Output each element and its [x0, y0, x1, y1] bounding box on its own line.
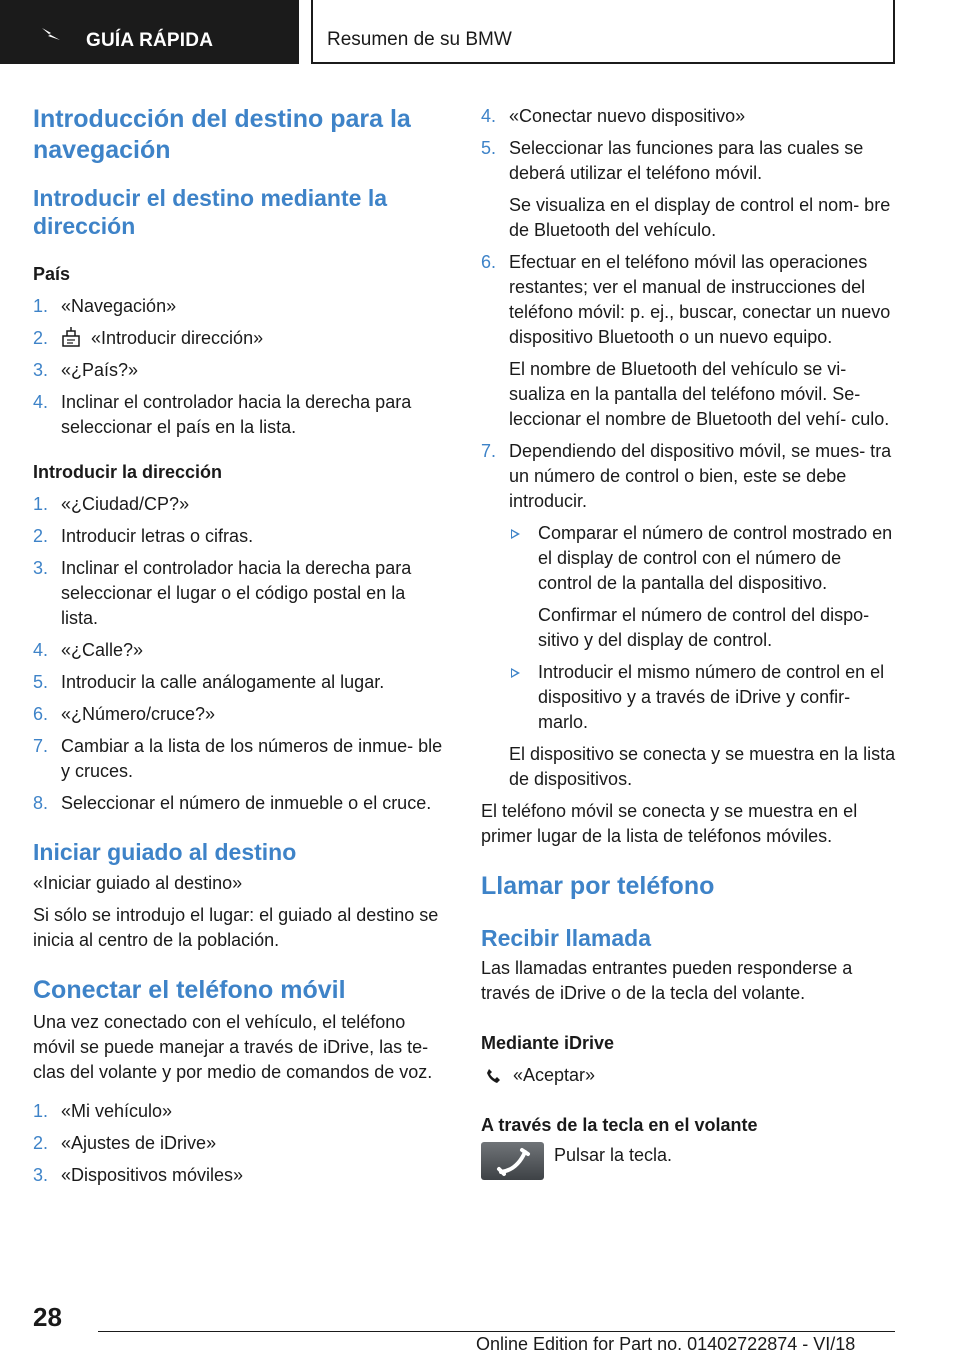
- list-item: 6. «¿Número/cruce?»: [33, 704, 216, 724]
- receive-call-text: Las llamadas entrantes pueden responderse a través de iDrive o de la tecla del volante.: [481, 958, 853, 1003]
- header-chapter-box: [311, 0, 895, 64]
- address-label: Introducir la dirección: [33, 462, 223, 482]
- accept-row: «Aceptar»: [481, 1063, 899, 1088]
- address-input-icon: [61, 327, 81, 347]
- country-label: País: [33, 264, 71, 284]
- step-note: Se visualiza en el display de control el nom‐ bre de Bluetooth del vehículo.: [509, 195, 891, 240]
- list-item: 3. «¿País?»: [33, 360, 139, 380]
- list-item: 3. Inclinar el controlador hacia la derecha para seleccionar el lugar o el código postal en la lista.: [33, 558, 412, 628]
- list-item: 3. «Dispositivos móviles»: [33, 1165, 244, 1185]
- list-item: 2. Introducir letras o cifras.: [33, 526, 254, 546]
- bullet-item: Introducir el mismo número de control en el dispositivo y a través de iDrive y confir‐ marlo.: [509, 660, 899, 735]
- list-item: 4. «¿Calle?»: [33, 640, 144, 660]
- heading-address-destination: Introducir el destino mediante la dirección: [33, 185, 388, 239]
- phone-steps-continued: [481, 104, 899, 792]
- list-item: 4. «Conectar nuevo dispositivo»: [481, 106, 746, 126]
- list-item: 7. Dependiendo del dispositivo móvil, se mues‐ tra un número de control o bien, este se debe introducir. Comparar el número de control mostrado en el display de control con el número de control de la pantalla del dispositivo. Confirmar el número de control del dispo‐ sitivo y del display de control. Introducir el mismo número de control en el dispositivo y a través de iDrive y confir‐ marlo. El dispositivo se conecta y se muestra en la lista de dispositivos.: [481, 439, 899, 792]
- page-number: 28: [33, 1302, 62, 1332]
- list-item: 7. Cambiar a la lista de los números de inmue‐ ble y cruces.: [33, 736, 443, 781]
- idrive-label: Mediante iDrive: [481, 1033, 615, 1053]
- list-item: 4. Inclinar el controlador hacia la derecha para seleccionar el país en la lista.: [33, 392, 412, 437]
- bullet-triangle-icon: [511, 529, 520, 539]
- header-section-title: GUÍA RÁPIDA: [86, 30, 214, 51]
- list-item: 1. «Mi vehículo»: [33, 1101, 173, 1121]
- heading-start-guidance: Iniciar guiado al destino: [33, 839, 297, 865]
- guidance-command: «Iniciar guiado al destino»: [33, 873, 243, 893]
- list-item: 6. Efectuar en el teléfono móvil las operaciones restantes; ver el manual de instrucciones del teléfono móvil: p. ej., buscar, conectar un nuevo dispositivo Bluetooth o un nuevo equipo. El nombre de Bluetooth del vehículo se vi‐ sualiza en la pantalla del teléfono móvil. Se‐ leccionar el nombre de Bluetooth del vehí‐ culo.: [481, 250, 899, 432]
- country-steps: [33, 294, 445, 440]
- phone-intro-text: Una vez conectado con el vehículo, el teléfono móvil se puede manejar a través de iDrive, las te‐ clas del volante y por medio de comandos de voz.: [33, 1012, 433, 1082]
- header-chapter-title: Resumen de su BMW: [327, 29, 512, 50]
- list-item: 2. «Introducir dirección»: [33, 328, 264, 348]
- heading-receive-call: Recibir llamada: [481, 925, 652, 951]
- list-item: 2. «Ajustes de iDrive»: [33, 1133, 217, 1153]
- list-item: 1. «¿Ciudad/CP?»: [33, 494, 190, 514]
- guidance-text: Si sólo se introdujo el lugar: el guiado al destino se inicia al centro de la población.: [33, 905, 439, 950]
- list-item: 5. Seleccionar las funciones para las cuales se deberá utilizar el teléfono móvil. Se visualiza en el display de control el nom‐ bre de Bluetooth del vehículo.: [481, 136, 899, 243]
- bullet-triangle-icon: [511, 668, 520, 678]
- list-item: 1. «Navegación»: [33, 296, 177, 316]
- steering-wheel-phone-key-icon: [481, 1142, 544, 1180]
- control-number-bullets: [509, 521, 899, 735]
- step-note: El nombre de Bluetooth del vehículo se vi‐ sualiza en la pantalla del teléfono móvil. Se‐ leccionar el nombre de Bluetooth del vehí‐ culo.: [509, 359, 890, 429]
- steering-wheel-label: A través de la tecla en el volante: [481, 1115, 758, 1135]
- header-section-tab: [0, 0, 299, 64]
- footer-divider: [98, 1331, 895, 1332]
- phone-connected-text: El teléfono móvil se conecta y se muestra en el primer lugar de la lista de teléfonos móviles.: [481, 801, 858, 846]
- address-steps: [33, 492, 445, 816]
- step-note: El dispositivo se conecta y se muestra en la lista de dispositivos.: [509, 744, 896, 789]
- list-item: 5. Introducir la calle análogamente al lugar.: [33, 672, 385, 692]
- bullet-item: Comparar el número de control mostrado en el display de control con el número de control de la pantalla del dispositivo. Confirmar el número de control del dispo‐ sitivo y del display de control.: [509, 521, 899, 653]
- heading-phone-call: Llamar por teléfono: [481, 872, 715, 900]
- list-item: 8. Seleccionar el número de inmueble o el cruce.: [33, 793, 432, 813]
- right-column: [481, 104, 899, 1180]
- bullet-note: Confirmar el número de control del dispo‐ sitivo y del display de control.: [538, 605, 870, 650]
- phone-steps: [33, 1099, 445, 1188]
- heading-connect-phone: Conectar el teléfono móvil: [33, 976, 346, 1004]
- quick-guide-flash-icon: [40, 26, 62, 42]
- left-column: [33, 100, 445, 1195]
- heading-navigation-destination: Introducción del destino para la navegación: [33, 105, 411, 164]
- phone-handset-icon: [484, 1064, 506, 1084]
- footer-edition: Online Edition for Part no. 01402722874 - VI/18: [476, 1334, 856, 1354]
- press-key-row: Pulsar la tecla.: [481, 1142, 899, 1180]
